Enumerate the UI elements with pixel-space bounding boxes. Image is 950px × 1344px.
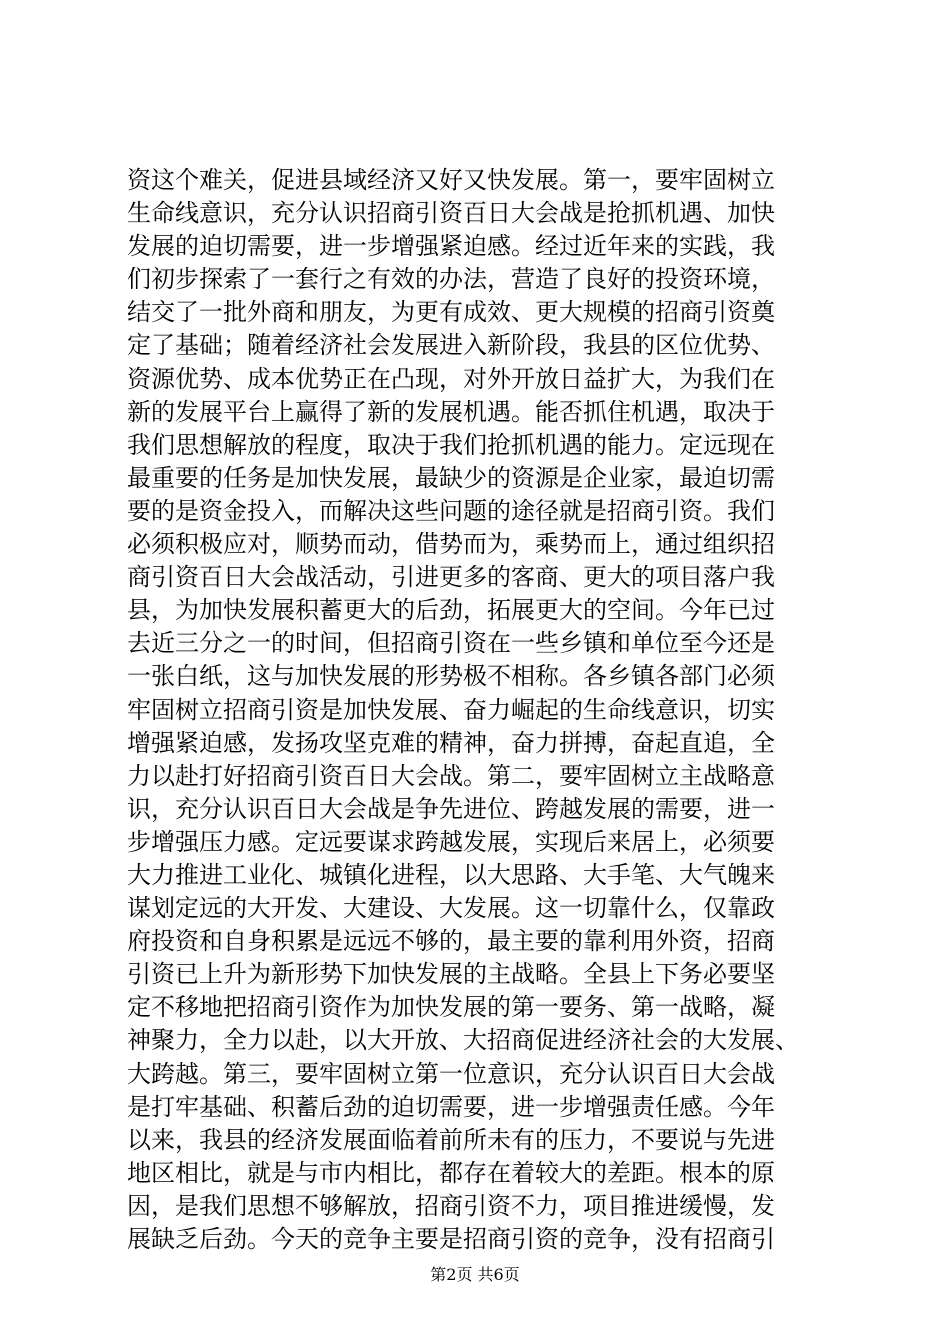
text-line: 定了基础；随着经济社会发展进入新阶段，我县的区位优势、 (127, 331, 775, 360)
body-text (127, 164, 839, 1256)
text-line: 谋划定远的大开发、大建设、大发展。这一切靠什么，仅靠政 (127, 894, 775, 923)
text-line: 商引资百日大会战活动，引进更多的客商、更大的项目落户我 (127, 563, 775, 592)
text-line: 结交了一批外商和朋友，为更有成效、更大规模的招商引资奠 (127, 298, 775, 327)
text-line: 以来，我县的经济发展面临着前所未有的压力，不要说与先进 (127, 1125, 775, 1154)
text-line: 资这个难关，促进县域经济又好又快发展。第一，要牢固树立 (127, 166, 775, 194)
text-line: 增强紧迫感，发扬攻坚克难的精神，奋力拼搏，奋起直追，全 (127, 728, 775, 757)
text-line: 生命线意识，充分认识招商引资百日大会战是抢抓机遇、加快 (127, 199, 775, 228)
text-line: 我们思想解放的程度，取决于我们抢抓机遇的能力。定远现在 (127, 430, 775, 459)
text-line: 牢固树立招商引资是加快发展、奋力崛起的生命线意识，切实 (127, 695, 775, 724)
text-line: 去近三分之一的时间，但招商引资在一些乡镇和单位至今还是 (127, 629, 775, 658)
page-footer: 第2页 共6页 (430, 1265, 520, 1284)
text-line: 是打牢基础、积蓄后劲的迫切需要，进一步增强责任感。今年 (127, 1092, 775, 1121)
text-line: 识，充分认识百日大会战是争先进位、跨越发展的需要，进一 (127, 794, 775, 823)
text-line: 引资已上升为新形势下加快发展的主战略。全县上下务必要坚 (127, 960, 775, 989)
text-line: 发展的迫切需要，进一步增强紧迫感。经过近年来的实践，我 (127, 232, 775, 261)
text-line: 新的发展平台上赢得了新的发展机遇。能否抓住机遇，取决于 (127, 397, 775, 426)
text-line: 地区相比，就是与市内相比，都存在着较大的差距。根本的原 (127, 1158, 775, 1187)
text-line: 必须积极应对，顺势而动，借势而为，乘势而上，通过组织招 (127, 530, 775, 559)
text-line: 展缺乏后劲。今天的竞争主要是招商引资的竞争，没有招商引 (127, 1225, 775, 1253)
text-line: 们初步探索了一套行之有效的办法，营造了良好的投资环境， (127, 265, 775, 294)
text-line: 最重要的任务是加快发展，最缺少的资源是企业家，最迫切需 (127, 463, 775, 492)
text-line: 一张白纸，这与加快发展的形势极不相称。各乡镇各部门必须 (127, 662, 775, 691)
text-line: 府投资和自身积累是远远不够的，最主要的靠利用外资，招商 (127, 927, 775, 956)
text-line: 神聚力，全力以赴，以大开放、大招商促进经济社会的大发展、 (127, 1026, 799, 1055)
text-line: 定不移地把招商引资作为加快发展的第一要务、第一战略，凝 (127, 993, 775, 1022)
text-line: 步增强压力感。定远要谋求跨越发展，实现后来居上，必须要 (127, 827, 775, 856)
text-line: 大跨越。第三，要牢固树立第一位意识，充分认识百日大会战 (127, 1059, 775, 1088)
text-line: 资源优势、成本优势正在凸现，对外开放日益扩大，为我们在 (127, 364, 775, 393)
text-line: 县，为加快发展积蓄更大的后劲，拓展更大的空间。今年已过 (127, 596, 775, 625)
text-line: 力以赴打好招商引资百日大会战。第二，要牢固树立主战略意 (127, 761, 775, 790)
text-line: 要的是资金投入，而解决这些问题的途径就是招商引资。我们 (127, 496, 775, 525)
text-line: 大力推进工业化、城镇化进程，以大思路、大手笔、大气魄来 (127, 860, 775, 889)
text-line: 因，是我们思想不够解放，招商引资不力，项目推进缓慢，发 (127, 1191, 775, 1220)
